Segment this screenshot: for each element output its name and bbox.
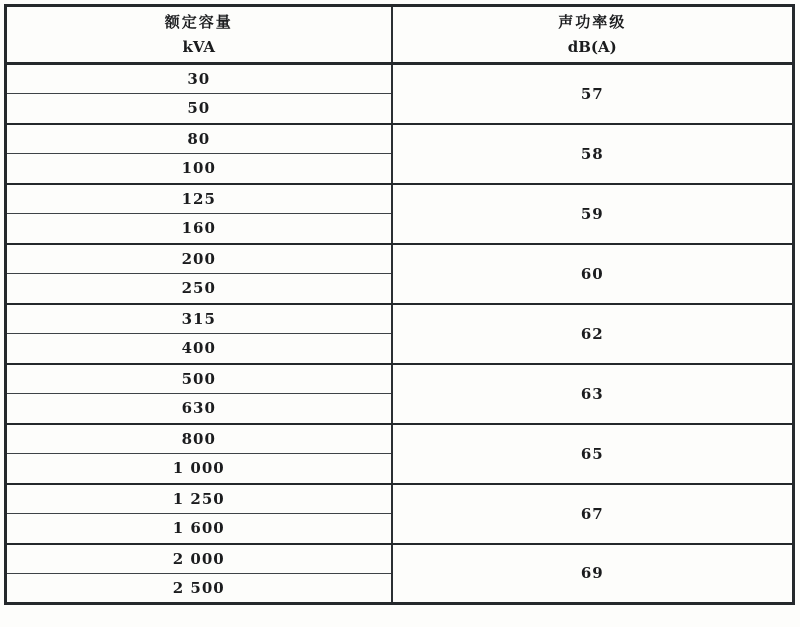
sound-power-title: 声功率级	[558, 13, 627, 31]
table-row	[6, 304, 794, 334]
table-body	[6, 64, 794, 604]
column-header-sound-power	[392, 6, 794, 64]
kva-cell: 1 600	[6, 514, 392, 544]
kva-cell: 630	[6, 394, 392, 424]
db-cell: 63	[392, 364, 794, 424]
kva-cell: 400	[6, 334, 392, 364]
table-row	[6, 424, 794, 454]
kva-cell: 200	[6, 244, 392, 274]
kva-cell: 80	[6, 124, 392, 154]
table-header	[6, 6, 794, 64]
db-cell: 62	[392, 304, 794, 364]
sound-power-unit: dB(A)	[567, 38, 617, 56]
table-row	[6, 364, 794, 394]
header-row	[6, 6, 794, 64]
kva-cell: 250	[6, 274, 392, 304]
kva-cell: 100	[6, 154, 392, 184]
table-row	[6, 124, 794, 154]
kva-cell: 2 500	[6, 574, 392, 604]
kva-cell: 1 000	[6, 454, 392, 484]
db-cell: 65	[392, 424, 794, 484]
kva-cell: 2 000	[6, 544, 392, 574]
rated-capacity-unit: kVA	[182, 38, 215, 56]
db-cell: 67	[392, 484, 794, 544]
sound-power-level-table	[4, 4, 795, 605]
kva-cell: 500	[6, 364, 392, 394]
kva-cell: 1 250	[6, 484, 392, 514]
db-cell: 59	[392, 184, 794, 244]
db-cell: 60	[392, 244, 794, 304]
table-row	[6, 184, 794, 214]
table-row	[6, 64, 794, 94]
kva-cell: 50	[6, 94, 392, 124]
db-cell: 57	[392, 64, 794, 124]
kva-cell: 30	[6, 64, 392, 94]
rated-capacity-title: 额定容量	[164, 13, 233, 31]
column-header-rated-capacity	[6, 6, 392, 64]
kva-cell: 315	[6, 304, 392, 334]
kva-cell: 800	[6, 424, 392, 454]
kva-cell: 160	[6, 214, 392, 244]
db-cell: 69	[392, 544, 794, 604]
table-row	[6, 484, 794, 514]
table-row	[6, 544, 794, 574]
kva-cell: 125	[6, 184, 392, 214]
db-cell: 58	[392, 124, 794, 184]
table-row	[6, 244, 794, 274]
